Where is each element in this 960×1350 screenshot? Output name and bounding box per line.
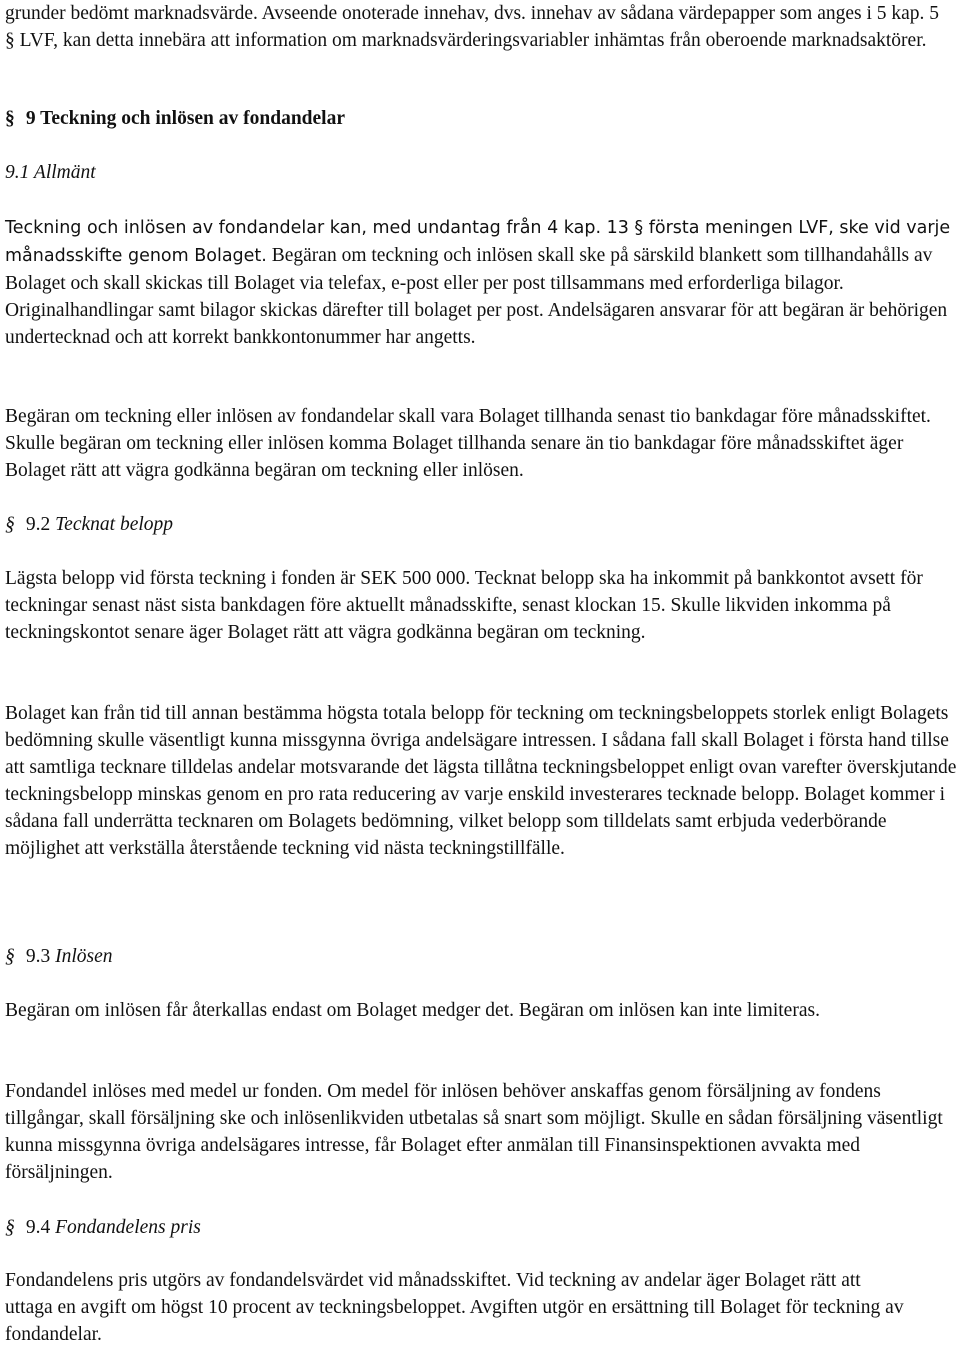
subsection-9-2-heading bbox=[5, 511, 950, 538]
subsection-number: 9.4 bbox=[25, 1217, 51, 1238]
subsection-9-1-heading bbox=[5, 159, 950, 186]
subsection-title: Allmänt bbox=[33, 162, 96, 183]
subsection-9-4-heading bbox=[5, 1214, 950, 1241]
section-title: Teckning och inlösen av fondandelar bbox=[40, 108, 346, 129]
section-9-heading bbox=[5, 105, 950, 132]
paragraph-9-1-a bbox=[5, 214, 957, 351]
paragraph-9-3-a: Begäran om inlösen får återkallas endast om Bolaget medger det. Begäran om inlösen kan inte limiteras. bbox=[5, 1000, 820, 1021]
subsection-title: Fondandelens pris bbox=[55, 1217, 201, 1238]
section-symbol: § bbox=[5, 514, 15, 535]
intro-paragraph: grunder bedömt marknadsvärde. Avseende onoterade innehav, dvs. innehav av sådana värdepapper som anges i 5 kap. 5 § LVF, kan detta innebära att information om marknadsvärderingsvariabler inhämtas från oberoende marknadsaktörer. bbox=[5, 3, 940, 51]
subsection-title: Tecknat belopp bbox=[55, 514, 174, 535]
paragraph-9-4-a: Fondandelens pris utgörs av fondandelsvärdet vid månadsskiftet. Vid teckning av andelar äger Bolaget rätt att uttaga en avgift om högst 10 procent av teckningsbeloppet. Avgiften utgör en ersättning till Bolaget för teckning av fondandelar. bbox=[5, 1270, 904, 1345]
paragraph-9-2-b: Bolaget kan från tid till annan bestämma högsta totala belopp för teckning om teckningsbeloppets storlek enligt Bolagets bedömning skulle väsentligt kunna missgynna övriga andelsägare intressen. I sådana fall skall Bolaget i första hand tillse att samtliga tecknare tilldelas andelar motsvarande det lägsta tillåtna teckningsbeloppet enligt ovan varefter överskjutande teckningsbelopp minskas genom en pro rata reducering av varje enskild investerares tecknade belopp. Bolaget kommer i sådana fall underrätta tecknaren om Bolagets bedömning, vilket belopp som tilldelats samt erbjuda vederbörande möjlighet att verkställa återstående teckning vid nästa teckningstillfälle. bbox=[5, 703, 957, 859]
subsection-number: 9.2 bbox=[25, 514, 51, 535]
section-symbol: § bbox=[5, 1217, 15, 1238]
paragraph-9-2-a: Lägsta belopp vid första teckning i fonden är SEK 500 000. Tecknat belopp ska ha inkommit på bankkontot avsett för teckningar senast näst sista bankdagen före aktuellt månadsskifte, senast klockan 15. Skulle likviden inkomma på teckningskontot senare äger Bolaget rätt att vägra godkänna begäran om teckning. bbox=[5, 568, 923, 643]
section-number: 9 bbox=[25, 108, 36, 129]
paragraph-9-1-a-rest: Begäran om teckning och inlösen skall ske på särskild blankett som tillhandahålls av Bolaget och skall skickas till Bolaget via telefax, e-post eller per post tillsammans med erforderliga bilagor. Originalhandlingar samt bilagor skickas därefter till bolaget per post. Andelsägaren ansvarar för att begäran är behörigen undertecknad och att korrekt bankkontonummer har angetts. bbox=[5, 245, 948, 348]
section-symbol: § bbox=[5, 946, 15, 967]
paragraph-9-3-b: Fondandel inlöses med medel ur fonden. Om medel för inlösen behöver anskaffas genom försäljning av fondens tillgångar, skall försäljning ske och inlösenlikviden utbetalas så snart som möjligt. Skulle en sådan försäljning väsentligt kunna missgynna övriga andelsägares intresse, får Bolaget efter anmälan till Finansinspektionen avvakta med försäljningen. bbox=[5, 1081, 943, 1183]
subsection-number: 9.1 bbox=[5, 162, 30, 183]
section-symbol: § bbox=[5, 108, 15, 129]
subsection-9-3-heading bbox=[5, 943, 950, 970]
paragraph-9-1-a-lead: Teckning och inlösen av fondandelar kan, med undantag från 4 kap. 13 § första meningen LVF, ske vid varje månadsskifte genom Bolaget. bbox=[5, 218, 951, 266]
subsection-title: Inlösen bbox=[55, 946, 113, 967]
paragraph-9-1-b: Begäran om teckning eller inlösen av fondandelar skall vara Bolaget tillhanda senast tio bankdagar före månadsskiftet. Skulle begäran om teckning eller inlösen komma Bolaget tillhanda senare än tio bankdagar före månadsskiftet äger Bolaget rätt att vägra godkänna begäran om teckning eller inlösen. bbox=[5, 406, 931, 481]
subsection-number: 9.3 bbox=[25, 946, 51, 967]
